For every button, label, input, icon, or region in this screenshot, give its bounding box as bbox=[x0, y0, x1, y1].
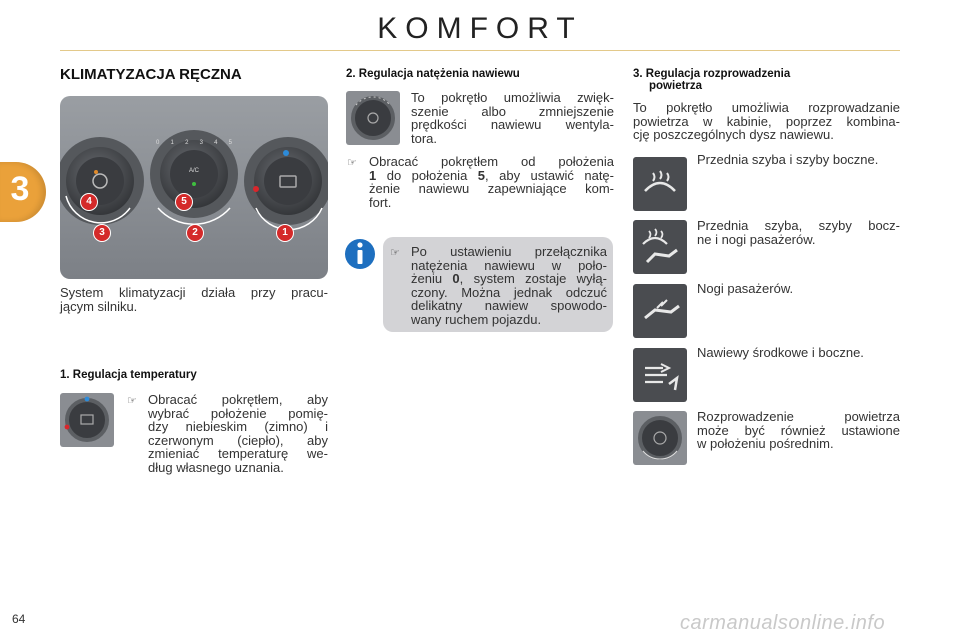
title-divider bbox=[60, 50, 900, 51]
section1-heading: 1. Regulacja temperatury bbox=[60, 369, 197, 381]
fan-scale-3: 3 bbox=[199, 140, 203, 146]
fan-scale-0: 0 bbox=[156, 140, 160, 146]
section2-heading: 2. Regulacja natężenia nawiewu bbox=[346, 68, 520, 80]
temperature-knob-icon bbox=[60, 393, 114, 447]
main-heading: KLIMATYZACJA RĘCZNA bbox=[60, 66, 242, 83]
ac-panel-image bbox=[60, 96, 328, 279]
fan-scale-2: 2 bbox=[185, 140, 189, 146]
chapter-number: 3 bbox=[10, 170, 30, 208]
item3-text: Nogi pasażerów. bbox=[697, 281, 794, 296]
fan-knob-icon bbox=[346, 91, 400, 145]
distribution-knob-icon bbox=[633, 411, 687, 465]
watermark: carmanualsonline.info bbox=[680, 612, 886, 634]
ac-panel-illustration bbox=[60, 96, 328, 279]
item1-text: Przednia szyba i szyby boczne. bbox=[697, 152, 879, 167]
page-title: KOMFORT bbox=[377, 12, 583, 45]
info-icon bbox=[345, 237, 375, 271]
section3-heading: 3. Regulacja rozprowadzenia powietrza bbox=[633, 68, 791, 92]
fan-scale-5: 5 bbox=[228, 140, 232, 146]
callout-5: 5 bbox=[175, 193, 193, 211]
ac-label: A/C bbox=[188, 168, 199, 174]
intro-text: System klimatyzacji działa przy pracu- jącym silniku. bbox=[60, 285, 328, 314]
item5-text: Rozprowadzenie powietrza może być również ustawione w położeniu pośrednim. bbox=[697, 409, 900, 451]
callout-4: 4 bbox=[80, 193, 98, 211]
bullet-hand-icon: ☞ bbox=[127, 395, 137, 407]
windshield-defrost-icon bbox=[633, 157, 687, 211]
fan-scale bbox=[156, 140, 232, 146]
section2-desc: To pokrętło umożliwia zwięk- szenie albo zmniejszenie prędkości nawiewu wentyla- tora. bbox=[411, 90, 614, 146]
page-number: 64 bbox=[12, 612, 26, 626]
callout-2: 2 bbox=[186, 224, 204, 242]
bullet-hand-icon: ☞ bbox=[347, 157, 357, 169]
feet-icon bbox=[633, 284, 687, 338]
callout-3: 3 bbox=[93, 224, 111, 242]
section1-text: Obracać pokrętłem, aby wybrać położenie pomię- dzy niebieskim (zimno) i czerwonym (ciepło), aby zmieniać temperaturę we- dług własnego uznania. bbox=[148, 392, 328, 475]
item4-text: Nawiewy środkowe i boczne. bbox=[697, 345, 864, 360]
section3-desc: To pokrętło umożliwia rozprowadzanie powietrza w kabinie, poprzez kombina- cję poszczególnych dysz nawiewu. bbox=[633, 100, 900, 142]
callout-1: 1 bbox=[276, 224, 294, 242]
face-vents-icon bbox=[633, 348, 687, 402]
bullet-hand-icon: ☞ bbox=[390, 247, 400, 259]
item2-text: Przednia szyba, szyby bocz- ne i nogi pasażerów. bbox=[697, 218, 900, 247]
fan-scale-4: 4 bbox=[214, 140, 218, 146]
info-text: Po ustawieniu przełącznika natężenia nawiewu w poło- żeniu 0, system zostaje wyłą- czony. Można jednak odczuć delikatny nawiew spowodo- wany ruchem pojazdu. bbox=[411, 244, 607, 327]
windshield-feet-icon bbox=[633, 220, 687, 274]
fan-scale-1: 1 bbox=[170, 140, 174, 146]
section2-bullet: Obracać pokrętłem od położenia 1 do położenia 5, aby ustawić natę- żenie nawiewu zapewniające kom- fort. bbox=[369, 154, 614, 210]
